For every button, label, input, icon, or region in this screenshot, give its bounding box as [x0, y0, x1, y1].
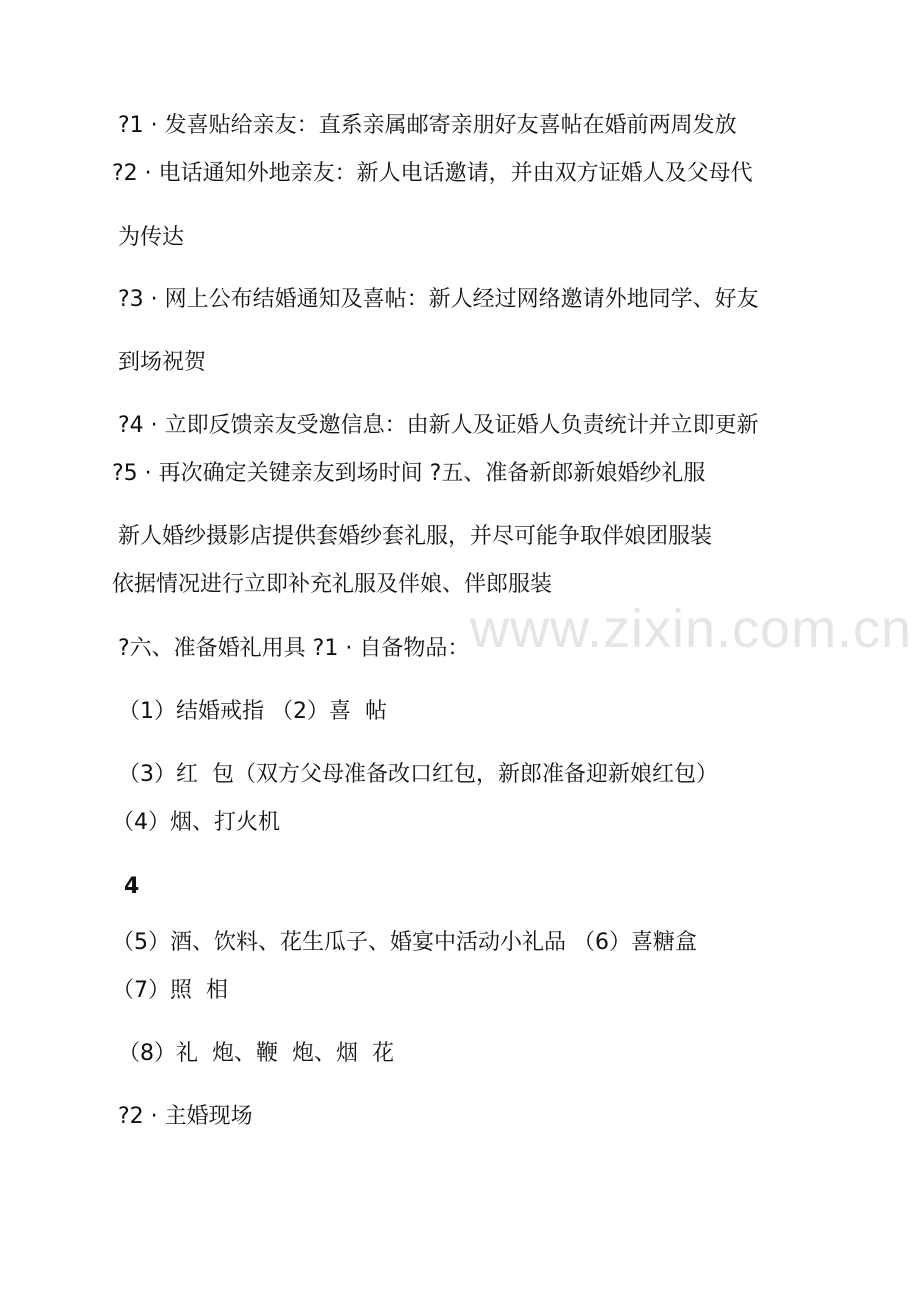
line-6: ?4 · 立即反馈亲友受邀信息：由新人及证婚人负责统计并立即更新 [118, 413, 759, 438]
line-10: ?六、准备婚礼用具 ?1 · 自备物品： [118, 636, 470, 661]
line-8: 新人婚纱摄影店提供套婚纱套礼服，并尽可能争取伴娘团服装 [118, 524, 713, 549]
line-16: （7）照 相 [112, 978, 228, 1003]
line-7: ?5 · 再次确定关键亲友到场时间 ?五、准备新郎新娘婚纱礼服 [112, 461, 706, 486]
line-13: （4）烟、打火机 [112, 810, 280, 835]
line-3: 为传达 [118, 225, 185, 250]
line-15: （5）酒、饮料、花生瓜子、婚宴中活动小礼品 （6）喜糖盒 [112, 930, 697, 955]
watermark: www.zixin.com.cn [470, 599, 913, 659]
line-11: （1）结婚戒指 （2）喜 帖 [118, 699, 387, 724]
line-17: （8）礼 炮、鞭 炮、烟 花 [118, 1041, 394, 1066]
line-9: 依据情况进行立即补充礼服及伴娘、伴郎服装 [112, 572, 553, 597]
line-12: （3）红 包（双方父母准备改口红包，新郎准备迎新娘红包） [118, 762, 718, 787]
line-1: ?1 · 发喜贴给亲友：直系亲属邮寄亲朋好友喜帖在婚前两周发放 [118, 113, 737, 138]
line-18: ?2 · 主婚现场 [118, 1104, 253, 1129]
line-2: ?2 · 电话通知外地亲友：新人电话邀请，并由双方证婚人及父母代 [112, 161, 753, 186]
line-5: 到场祝贺 [118, 350, 207, 375]
line-4: ?3 · 网上公布结婚通知及喜帖：新人经过网络邀请外地同学、好友 [118, 287, 759, 312]
line-14: 4 [124, 874, 140, 899]
